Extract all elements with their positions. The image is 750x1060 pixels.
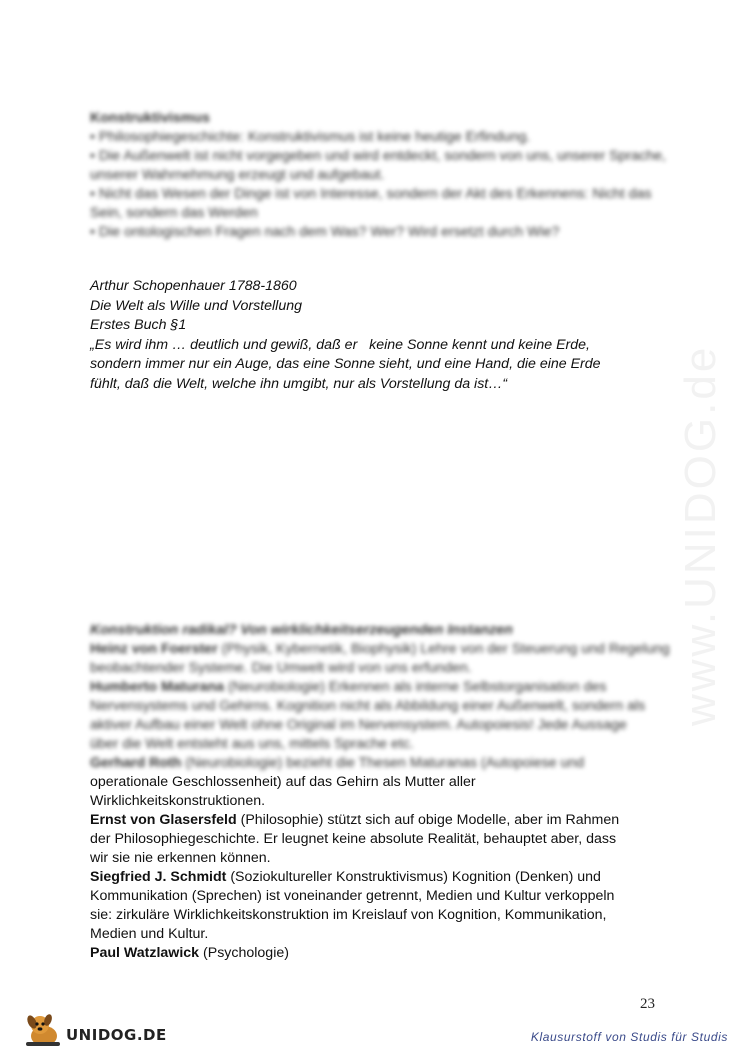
text-line: Medien und Kultur. (90, 926, 209, 942)
person-name: Heinz von Foerster (90, 641, 218, 657)
quote-work: Die Welt als Wille und Vorstellung (90, 297, 302, 314)
paragraph-watzlawick (90, 944, 670, 963)
constructivism-section (90, 621, 670, 963)
person-name: Humberto Maturana (90, 679, 225, 695)
blurred-section-2 (90, 621, 670, 773)
blurred-section-1 (90, 109, 670, 242)
person-description: (Soziokultureller Konstruktivismus) Kognition (Denken) und (226, 869, 601, 885)
paragraph-glasersfeld (90, 811, 670, 830)
logo-text: UNIDOG.DE (66, 1026, 167, 1044)
person-description: (Philosophie) stützt sich auf obige Modelle, aber im Rahmen (236, 812, 620, 828)
quote-author: Arthur Schopenhauer 1788-1860 (90, 278, 297, 294)
quote-line: sondern immer nur ein Auge, das eine Sonne sieht, und eine Hand, die eine Erde (90, 356, 601, 373)
text-line: der Philosophiegeschichte. Er leugnet keine absolute Realität, behauptet aber, dass (90, 831, 617, 847)
unidog-logo[interactable] (22, 1010, 167, 1050)
text-line: • Die ontologischen Fragen nach dem Was? Wer? Wird ersetzt durch Wie? (90, 224, 560, 240)
paragraph-schmidt (90, 868, 670, 887)
person-name: Gerhard Roth (90, 755, 182, 771)
quote-book: Erstes Buch §1 (90, 317, 187, 334)
text-line: wir sie nie erkennen können. (90, 850, 271, 866)
watermark-text: www.UNIDOG.de (676, 344, 725, 726)
text-line: über die Welt entsteht aus uns, mittels Sprache etc. (90, 736, 414, 752)
schopenhauer-quote (90, 277, 670, 395)
person-description: (Psychologie) (199, 945, 289, 961)
text-line: • Philosophiegeschichte: Konstruktivismus ist keine heutige Erfindung. (90, 129, 531, 145)
paragraph-roth (90, 754, 670, 773)
person-description: (Neurobiologie) bezieht die Thesen Maturanas (Autopoiese und (181, 755, 585, 771)
paragraph-foerster (90, 640, 670, 678)
section-heading: Konstruktivismus (90, 110, 210, 126)
text-line: Kommunikation (Sprechen) ist voneinander getrennt, Medien und Kultur verkoppeln (90, 888, 615, 904)
text-line: unserer Wahrnehmung erzeugt und aufgebaut. (90, 167, 385, 183)
quote-line: „Es wird ihm … deutlich und gewiß, daß er keine Sonne kennt und keine Erde, (90, 336, 590, 353)
person-name: Ernst von Glasersfeld (90, 812, 237, 828)
quote-line: fühlt, daß die Welt, welche ihn umgibt, nur als Vorstellung da ist…“ (90, 375, 508, 392)
section-heading: Konstruktion radikal? Von wirklichkeitserzeugenden Instanzen (90, 622, 513, 638)
person-description: (Neurobiologie) Erkennen als interne Selbstorganisation des Nervensystems und Gehirns. Kognition nicht als Abbildung einer Außenwelt, sondern als aktiver Aufbau einer Welt ohne Original im Nervensystem. Autopoiesis! Jede Aussage (90, 679, 646, 733)
person-description: (Physik, Kybernetik, Biophysik) Lehre von der Steuerung und Regelung beobachtender Systeme. Die Umwelt wird von uns erfunden. (90, 641, 670, 676)
person-name: Paul Watzlawick (90, 945, 200, 961)
text-line: sie: zirkuläre Wirklichkeitskonstruktion im Kreislauf von Kognition, Kommunikation, (90, 907, 607, 923)
page-number: 23 (640, 996, 655, 1012)
footer-tagline: Klausurstoff von Studis für Studis (530, 1030, 728, 1044)
dog-mascot-icon (22, 1012, 68, 1048)
text-line: • Nicht das Wesen der Dinge ist von Interesse, sondern der Akt des Erkennens: Nicht das Sein, sondern das Werden (90, 186, 652, 221)
paragraph-maturana (90, 678, 670, 735)
person-name: Siegfried J. Schmidt (90, 869, 227, 885)
text-line: operationale Geschlossenheit) auf das Gehirn als Mutter aller (90, 774, 476, 790)
text-line: • Die Außenwelt ist nicht vorgegeben und wird entdeckt, sondern von uns, unserer Sprache, (90, 148, 666, 164)
text-line: Wirklichkeitskonstruktionen. (90, 793, 266, 809)
